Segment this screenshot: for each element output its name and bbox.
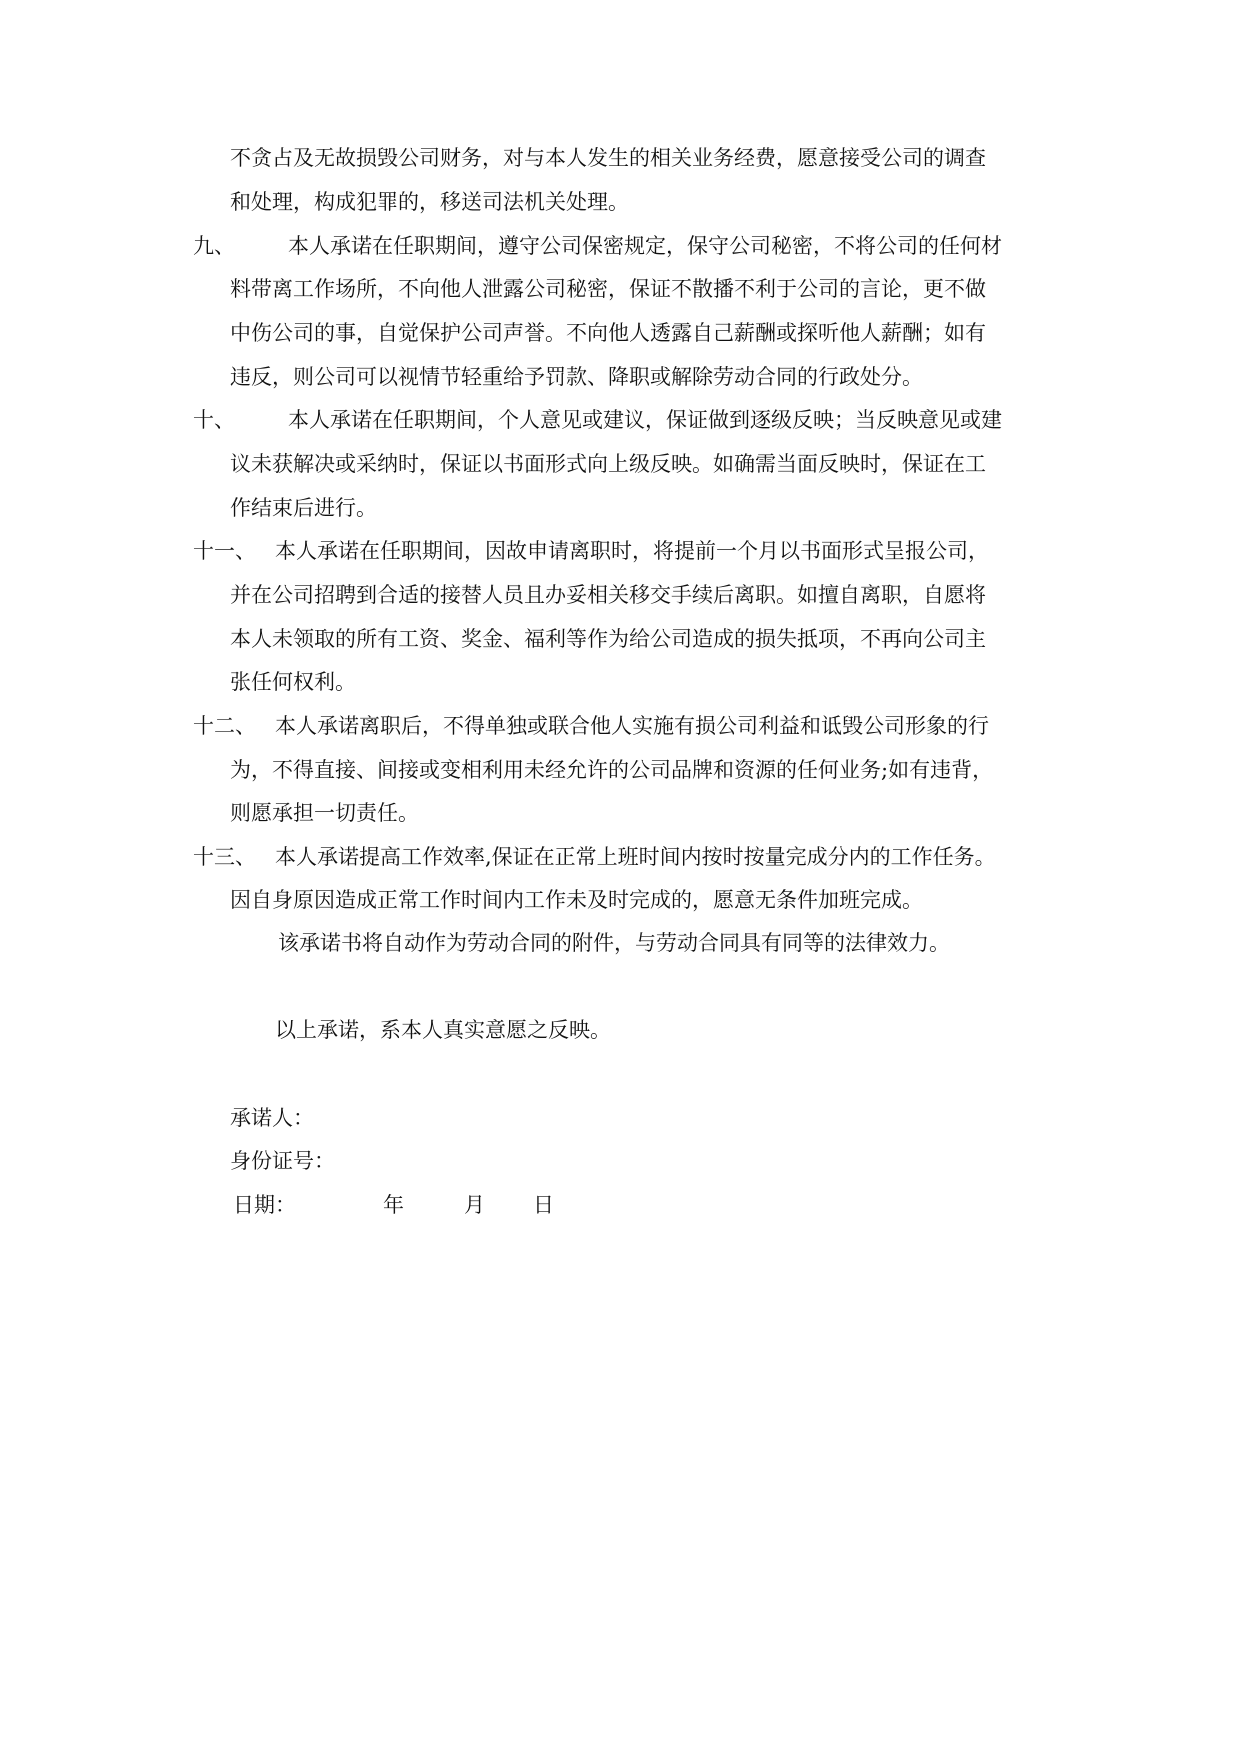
clause11-line1: 本人承诺在任职期间，因故申请离职时，将提前一个月以书面形式呈报公司， [275, 539, 989, 563]
day-label: 日 [533, 1193, 554, 1217]
clause9-line4: 违反，则公司可以视情节轻重给予罚款、降职或解除劳动合同的行政处分。 [230, 365, 923, 389]
clause11-line4: 张任何权利。 [230, 670, 356, 694]
clause12-line1: 本人承诺离职后，不得单独或联合他人实施有损公司利益和诋毁公司形象的行 [275, 714, 989, 738]
id-number-label: 身份证号： [230, 1149, 335, 1173]
clause10-line1: 本人承诺在任职期间，个人意见或建议，保证做到逐级反映；当反映意见或建 [288, 408, 1002, 432]
month-label: 月 [464, 1193, 485, 1217]
clause11-line2: 并在公司招聘到合适的接替人员且办妥相关移交手续后离职。如擅自离职，自愿将 [230, 583, 986, 607]
clause13-line1: 本人承诺提高工作效率,保证在正常上班时间内按时按量完成分内的工作任务。 [275, 845, 996, 869]
clause13-line2: 因自身原因造成正常工作时间内工作未及时完成的，愿意无条件加班完成。 [230, 888, 923, 912]
clause12-line3: 则愿承担一切责任。 [230, 801, 419, 825]
statement-text: 以上承诺，系本人真实意愿之反映。 [275, 1018, 611, 1042]
clause10-line2: 议未获解决或采纳时，保证以书面形式向上级反映。如确需当面反映时，保证在工 [230, 452, 986, 476]
clause10-line3: 作结束后进行。 [230, 496, 377, 520]
clause11-line3: 本人未领取的所有工资、奖金、福利等作为给公司造成的损失抵项，不再向公司主 [230, 627, 986, 651]
clause12-number: 十二、 [193, 714, 256, 738]
clause8-line1: 不贪占及无故损毁公司财务，对与本人发生的相关业务经费，愿意接受公司的调查 [230, 146, 986, 170]
attachment-note: 该承诺书将自动作为劳动合同的附件，与劳动合同具有同等的法律效力。 [278, 931, 950, 955]
clause9-line2: 料带离工作场所，不向他人泄露公司秘密，保证不散播不利于公司的言论，更不做 [230, 277, 986, 301]
clause9-line3: 中伤公司的事，自觉保护公司声誉。不向他人透露自己薪酬或探听他人薪酬；如有 [230, 321, 986, 345]
clause8-line2: 和处理，构成犯罪的，移送司法机关处理。 [230, 190, 629, 214]
clause11-number: 十一、 [193, 539, 256, 563]
clause13-number: 十三、 [193, 845, 256, 869]
date-label: 日期： [233, 1193, 296, 1217]
clause10-number: 十、 [193, 408, 235, 432]
promisor-label: 承诺人： [230, 1106, 314, 1130]
clause9-line1: 本人承诺在任职期间，遵守公司保密规定，保守公司秘密，不将公司的任何材 [288, 234, 1002, 258]
year-label: 年 [383, 1193, 404, 1217]
clause12-line2: 为，不得直接、间接或变相利用未经允许的公司品牌和资源的任何业务;如有违背， [230, 758, 994, 782]
clause9-number: 九、 [193, 234, 235, 258]
